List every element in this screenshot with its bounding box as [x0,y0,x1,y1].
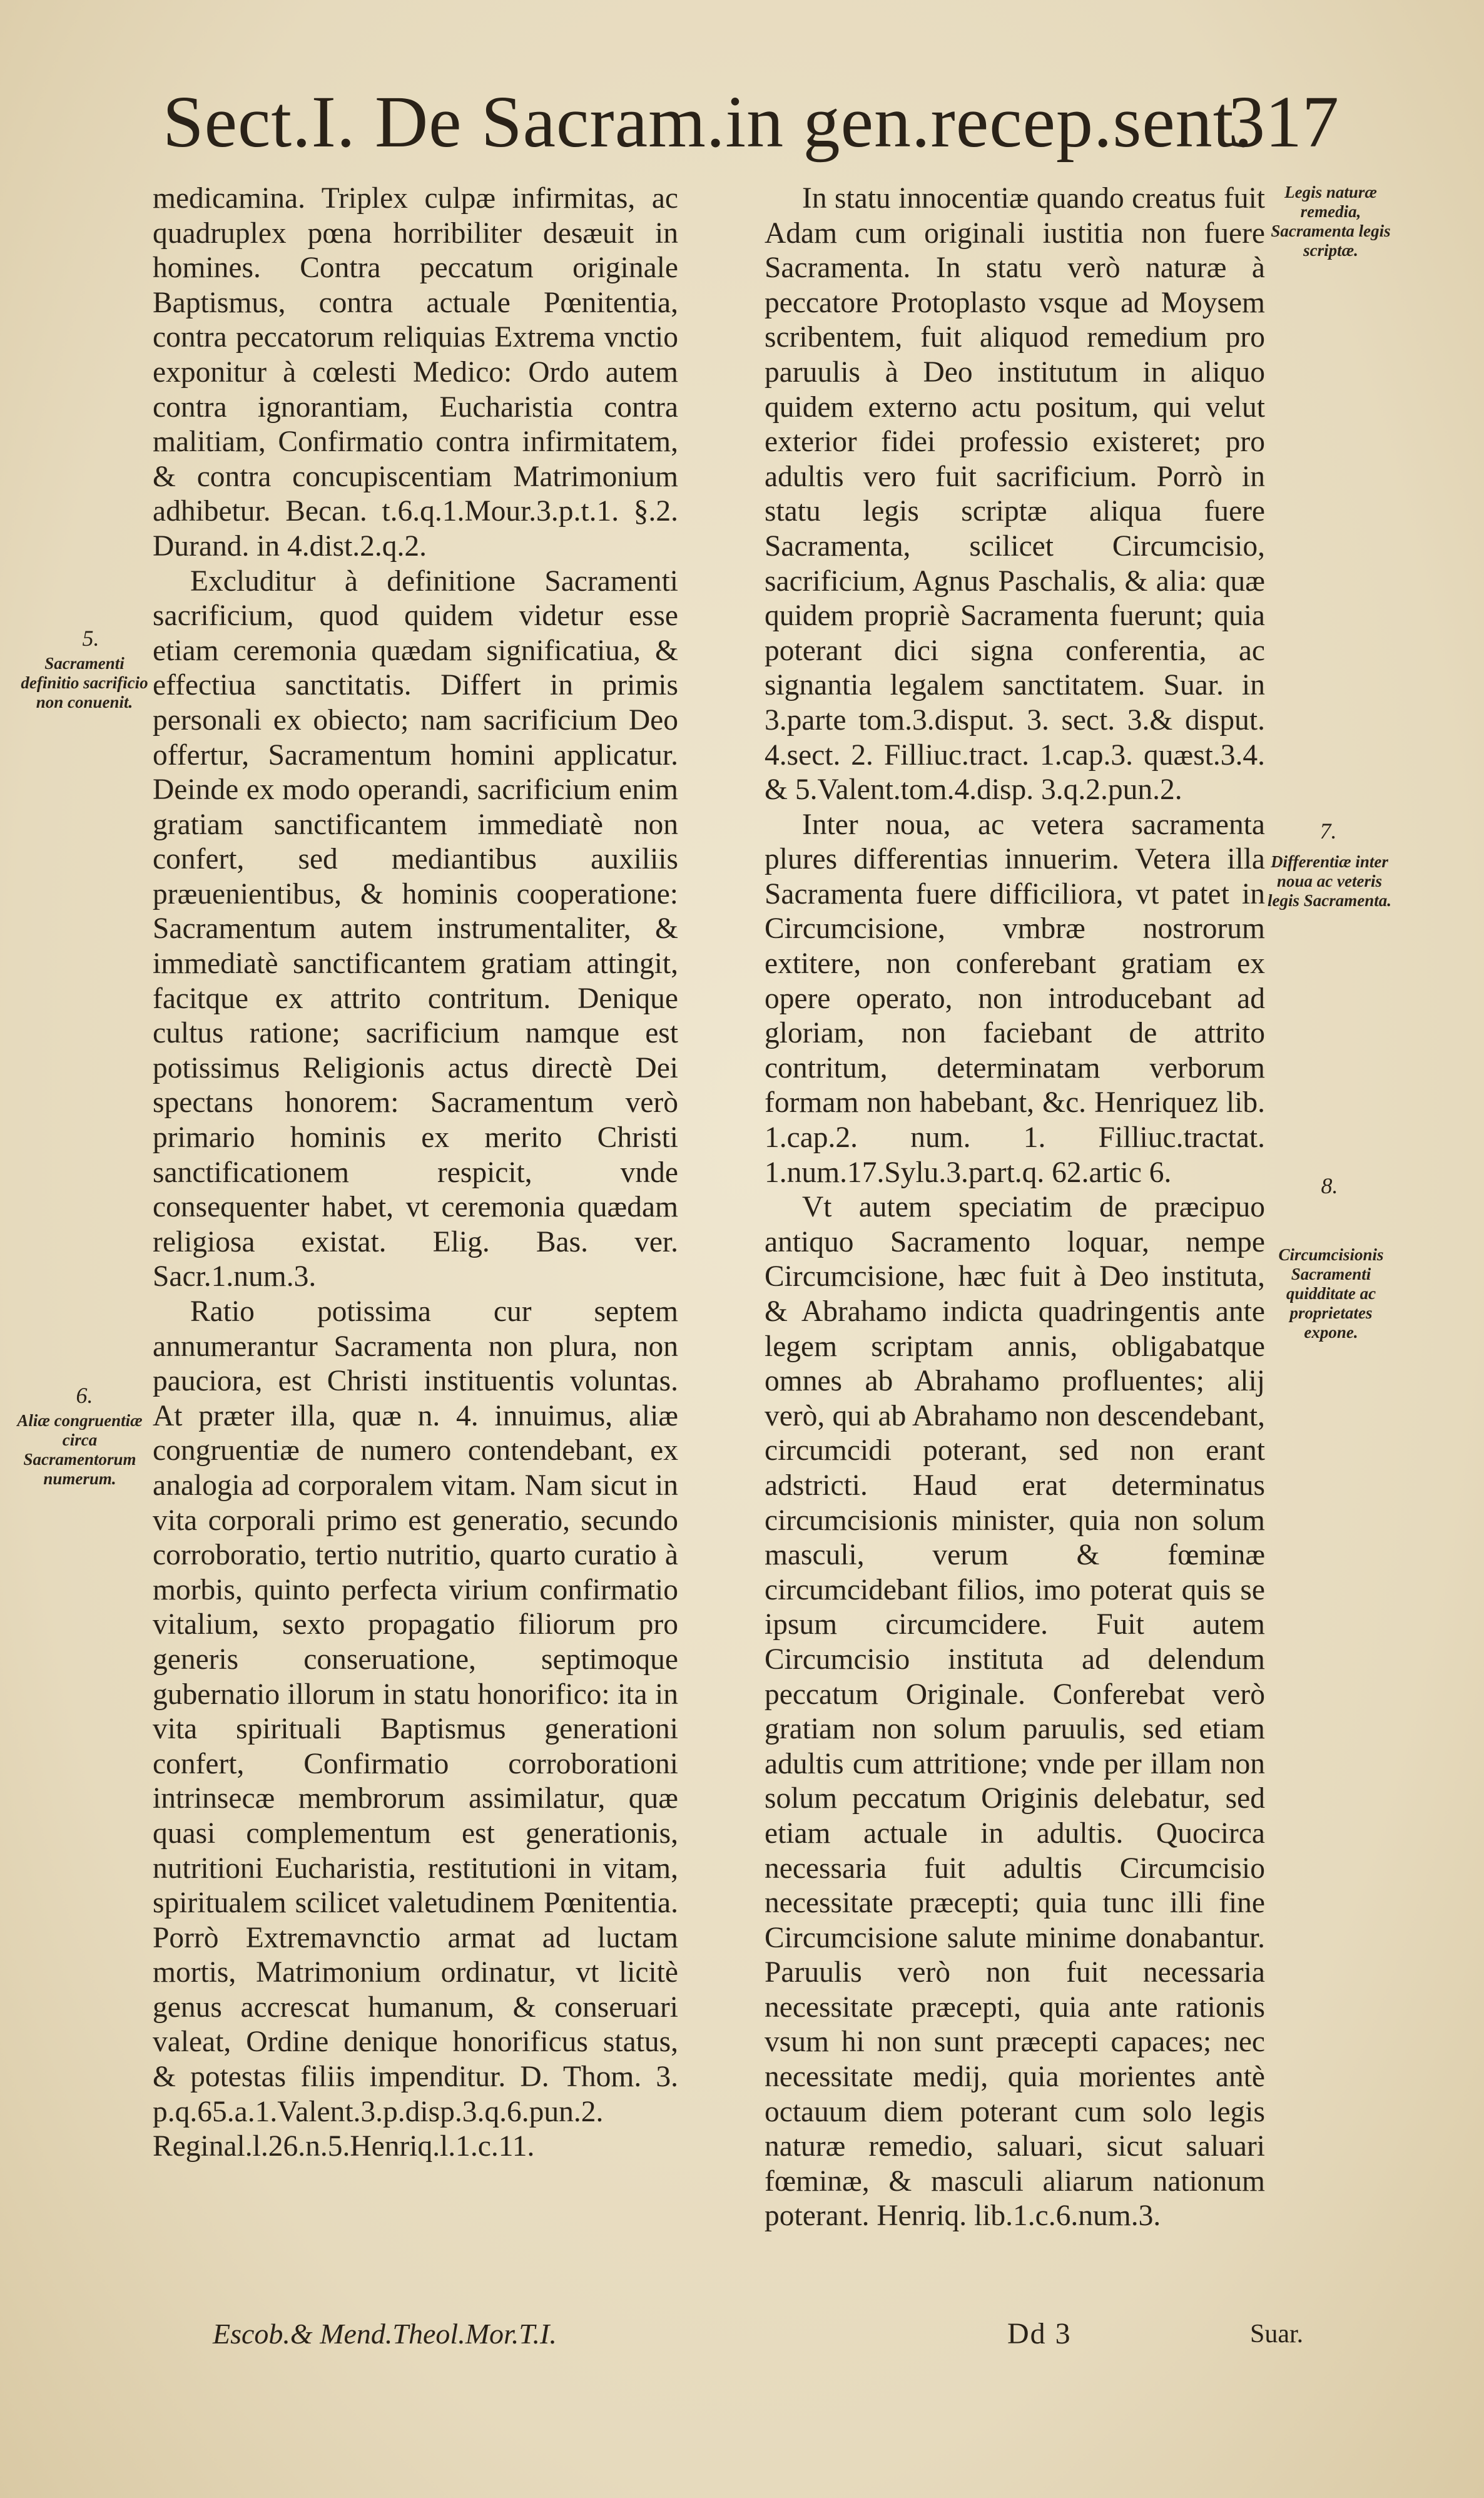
margin-number-5: 5. [82,626,99,651]
right-paragraph-2: Inter noua, ac vetera sacramenta plures differentias innuerim. Vetera illa Sacramenta fuere difficiliora, vt patet in Circumcisione, vmbræ nostrorum extitere, non conferebant gratiam ex opere operato, non introducebant ad gloriam, non faciebant de attrito contritum, determinatam verborum formam non habebant, &c. Henriquez lib. 1.cap.2. num. 1. Filliuc.tractat. 1.num.17.Sylu.3.part.q. 62.artic 6. [765,808,1265,1189]
running-title: Sect.I. De Sacram.in gen.recep.sent. [163,81,1254,163]
sheet-mark: Dd 3 [1007,2317,1072,2350]
left-paragraph-2: Excluditur à definitione Sacramenti sacrificium, quod quidem videtur esse etiam ceremonia quædam significatiua, & effectiua sanctitatis. Differt in primis personali ex obiecto; nam sacrificium Deo offertur, Sacramentum homini applicatur. Deinde ex modo operandi, sacrificium enim gratiam sanctificantem immediatè non confert, sed mediantibus auxiliis præuenientibus, & hominis cooperatione: Sacramentum autem instrumentaliter, & immediatè sanctificantem gratiam attingit, facitque ex attrito contritum. Denique cultus ratione; sacrificium namque est potissimus Religionis actus directè Dei spectans honorem: Sacramentum verò primario hominis ex merito Christi sanctificationem respicit, vnde consequenter habet, vt ceremonia quædam religiosa existat. Elig. Bas. ver. Sacr.1.num.3. [153,564,678,1293]
margin-note-7: Differentiæ inter noua ac veteris legis Sacramenta. [1267,852,1391,910]
left-column [153,181,678,2164]
margin-number-7: 7. [1319,818,1337,844]
margin-number-6: 6. [76,1383,93,1408]
margin-number-8: 8. [1321,1173,1338,1198]
left-paragraph-1: medicamina. Triplex culpæ infirmitas, ac quadruplex pœna horribiliter desæuit in homines. Contra peccatum originale Baptismus, contra actuale Pœnitentia, contra peccatorum reliquias Extrema vnctio exponitur à cœlesti Medico: Ordo autem contra ignorantiam, Eucharistia contra malitiam, Confirmatio contra infirmitatem, & contra concupiscentiam Matrimonium adhibetur. Becan. t.6.q.1.Mour.3.p.t.1. §.2. Durand. in 4.dist.2.q.2. [153,182,678,563]
catchword: Suar. [1250,2320,1304,2348]
margin-note-5: Sacramenti definitio sacrificio non conuenit. [21,654,148,711]
margin-note-legis: Legis naturæ remedia, Sacramenta legis scriptæ. [1271,183,1391,260]
signature-line: Escob.& Mend.Theol.Mor.T.I. [213,2318,557,2350]
left-paragraph-3: Ratio potissima cur septem annumerantur Sacramenta non plura, non pauciora, est Christi instituentis voluntas. At præter illa, quæ n. 4. innuimus, aliæ congruentiæ de numero contendebant, ex analogia ad corporalem vitam. Nam sicut in vita corporali primo est generatio, secundo corroboratio, tertio nutritio, quarto curatio à morbis, quinto perfecta virium confirmatio vitalium, sexto propagatio filiorum pro generis conseruatione, septimoque gubernatio illorum in statu honorifico: ita in vita spirituali Baptismus generationi confert, Confirmatio corroborationi intrinsecæ membrorum assimilatur, quæ quasi complementum est generationis, nutritioni Eucharistia, restitutioni in vitam, spiritualem scilicet valetudinem Pœnitentia. Porrò Extremavnctio armat ad luctam mortis, Matrimonium ordinatur, vt licitè genus accrescat humanum, & conseruari valeat, Ordine denique honorificus status, & potestas filiis impenditur. D. Thom. 3. p.q.65.a.1.Valent.3.p.disp.3.q.6.pun.2. Reginal.l.26.n.5.Henriq.l.1.c.11. [153,1295,678,2163]
margin-note-8: Circumcisionis Sacramenti quidditate ac proprietates expone. [1278,1245,1384,1342]
page-number: 317 [1228,81,1339,163]
right-column [765,181,1265,2234]
margin-note-6: Aliæ congruentiæ circa Sacramentorum numerum. [17,1411,143,1488]
right-paragraph-1: In statu innocentiæ quando creatus fuit Adam cum originali iustitia non fuere Sacramenta. In statu verò naturæ à peccatore Protoplasto vsque ad Moysem scribentem, fuit aliquod remedium pro paruulis à Deo institutum in aliquo quidem externo actu positum, qui velut exterior fidei professio existeret; pro adultis vero fuit sacrificium. Porrò in statu legis scriptæ aliqua fuere Sacramenta, scilicet Circumcisio, sacrificium, Agnus Paschalis, & alia: quæ quidem propriè Sacramenta fuerunt; quia poterant dici signa conferentia, ac signantia legalem sanctitatem. Suar. in 3.parte tom.3.disput. 3. sect. 3.& disput. 4.sect. 2. Filliuc.tract. 1.cap.3. quæst.3.4. & 5.Valent.tom.4.disp. 3.q.2.pun.2. [765,182,1265,807]
running-header [163,75,1339,169]
right-paragraph-3: Vt autem speciatim de præcipuo antiquo Sacramento loquar, nempe Circumcisione, hæc fuit à Deo instituta, & Abrahamo indicta quadringentis ante legem scriptam annis, obligabatque omnes ab Abrahamo profluentes; alij verò, qui ab Abrahamo non descendebant, circumcidi poterant, sed non erant adstricti. Haud erat determinatus circumcisionis minister, quia non solum masculi, verum & fœminæ circumcidebant filios, imo poterat quis se ipsum circumcidere. Fuit autem Circumcisio instituta ad delendum peccatum Originale. Conferebat verò gratiam non solum paruulis, sed etiam adultis cum attritione; vnde per illam non solum peccatum Originis delebatur, sed etiam actuale in adultis. Quocirca necessaria fuit adultis Circumcisio necessitate præcepti; quia tunc illi fine Circumcisione salute minime donabantur. Paruulis verò non fuit necessaria necessitate præcepti, quia ante rationis vsum hi non sunt præcepti capaces; nec necessitate medij, quia morientes antè octauum diem poterant cum solo legis naturæ remedio, saluari, sicut saluari fœminæ, & masculi aliarum nationum poterant. Henriq. lib.1.c.6.num.3. [765,1191,1265,2233]
